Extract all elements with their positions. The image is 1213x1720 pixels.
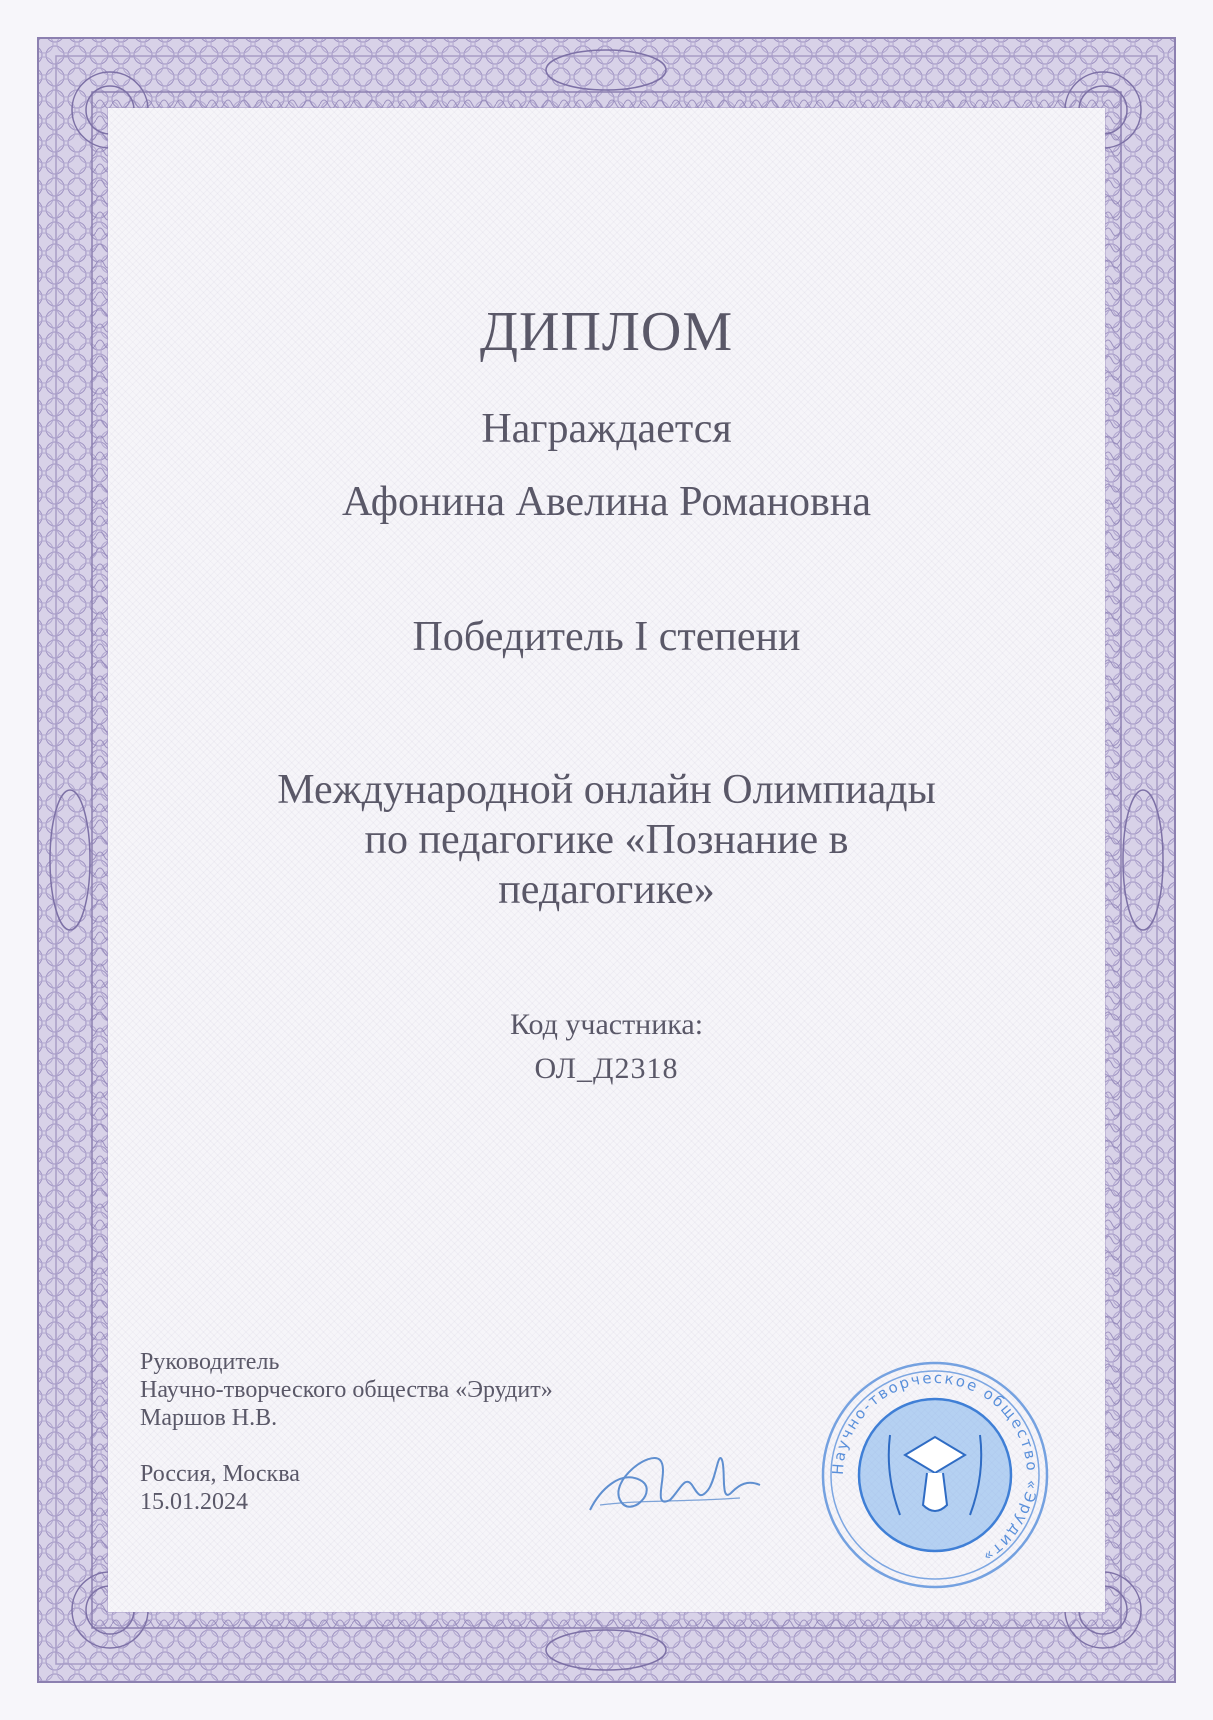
participant-code-label: Код участника: <box>509 1008 704 1041</box>
diploma-title: ДИПЛОМ <box>479 301 734 363</box>
olympiad-line-3: педагогике» <box>498 867 715 913</box>
signatory-spacer <box>140 1432 553 1460</box>
official-seal <box>815 1355 1055 1595</box>
seal-ring-text: Научно-творческое общество «Эрудит» <box>828 1368 1042 1567</box>
awarded-label: Награждается <box>481 406 732 452</box>
olympiad-line-1: Международной онлайн Олимпиады <box>277 767 936 813</box>
signatory-block <box>140 1348 553 1516</box>
signatory-name: Маршов Н.В. <box>140 1405 278 1431</box>
olympiad-line-2: по педагогике «Познание в <box>364 817 849 863</box>
handwritten-signature <box>580 1430 780 1530</box>
signatory-role-line-2: Научно-творческого общества «Эрудит» <box>140 1377 553 1403</box>
issue-location: Россия, Москва <box>140 1461 300 1487</box>
award-degree: Победитель I степени <box>412 614 801 660</box>
issue-date: 15.01.2024 <box>140 1489 248 1515</box>
signatory-role-line-1: Руководитель <box>140 1349 280 1375</box>
recipient-name: Афонина Авелина Романовна <box>342 479 871 525</box>
participant-code: ОЛ_Д2318 <box>534 1052 679 1085</box>
olympiad-name <box>150 765 1063 915</box>
